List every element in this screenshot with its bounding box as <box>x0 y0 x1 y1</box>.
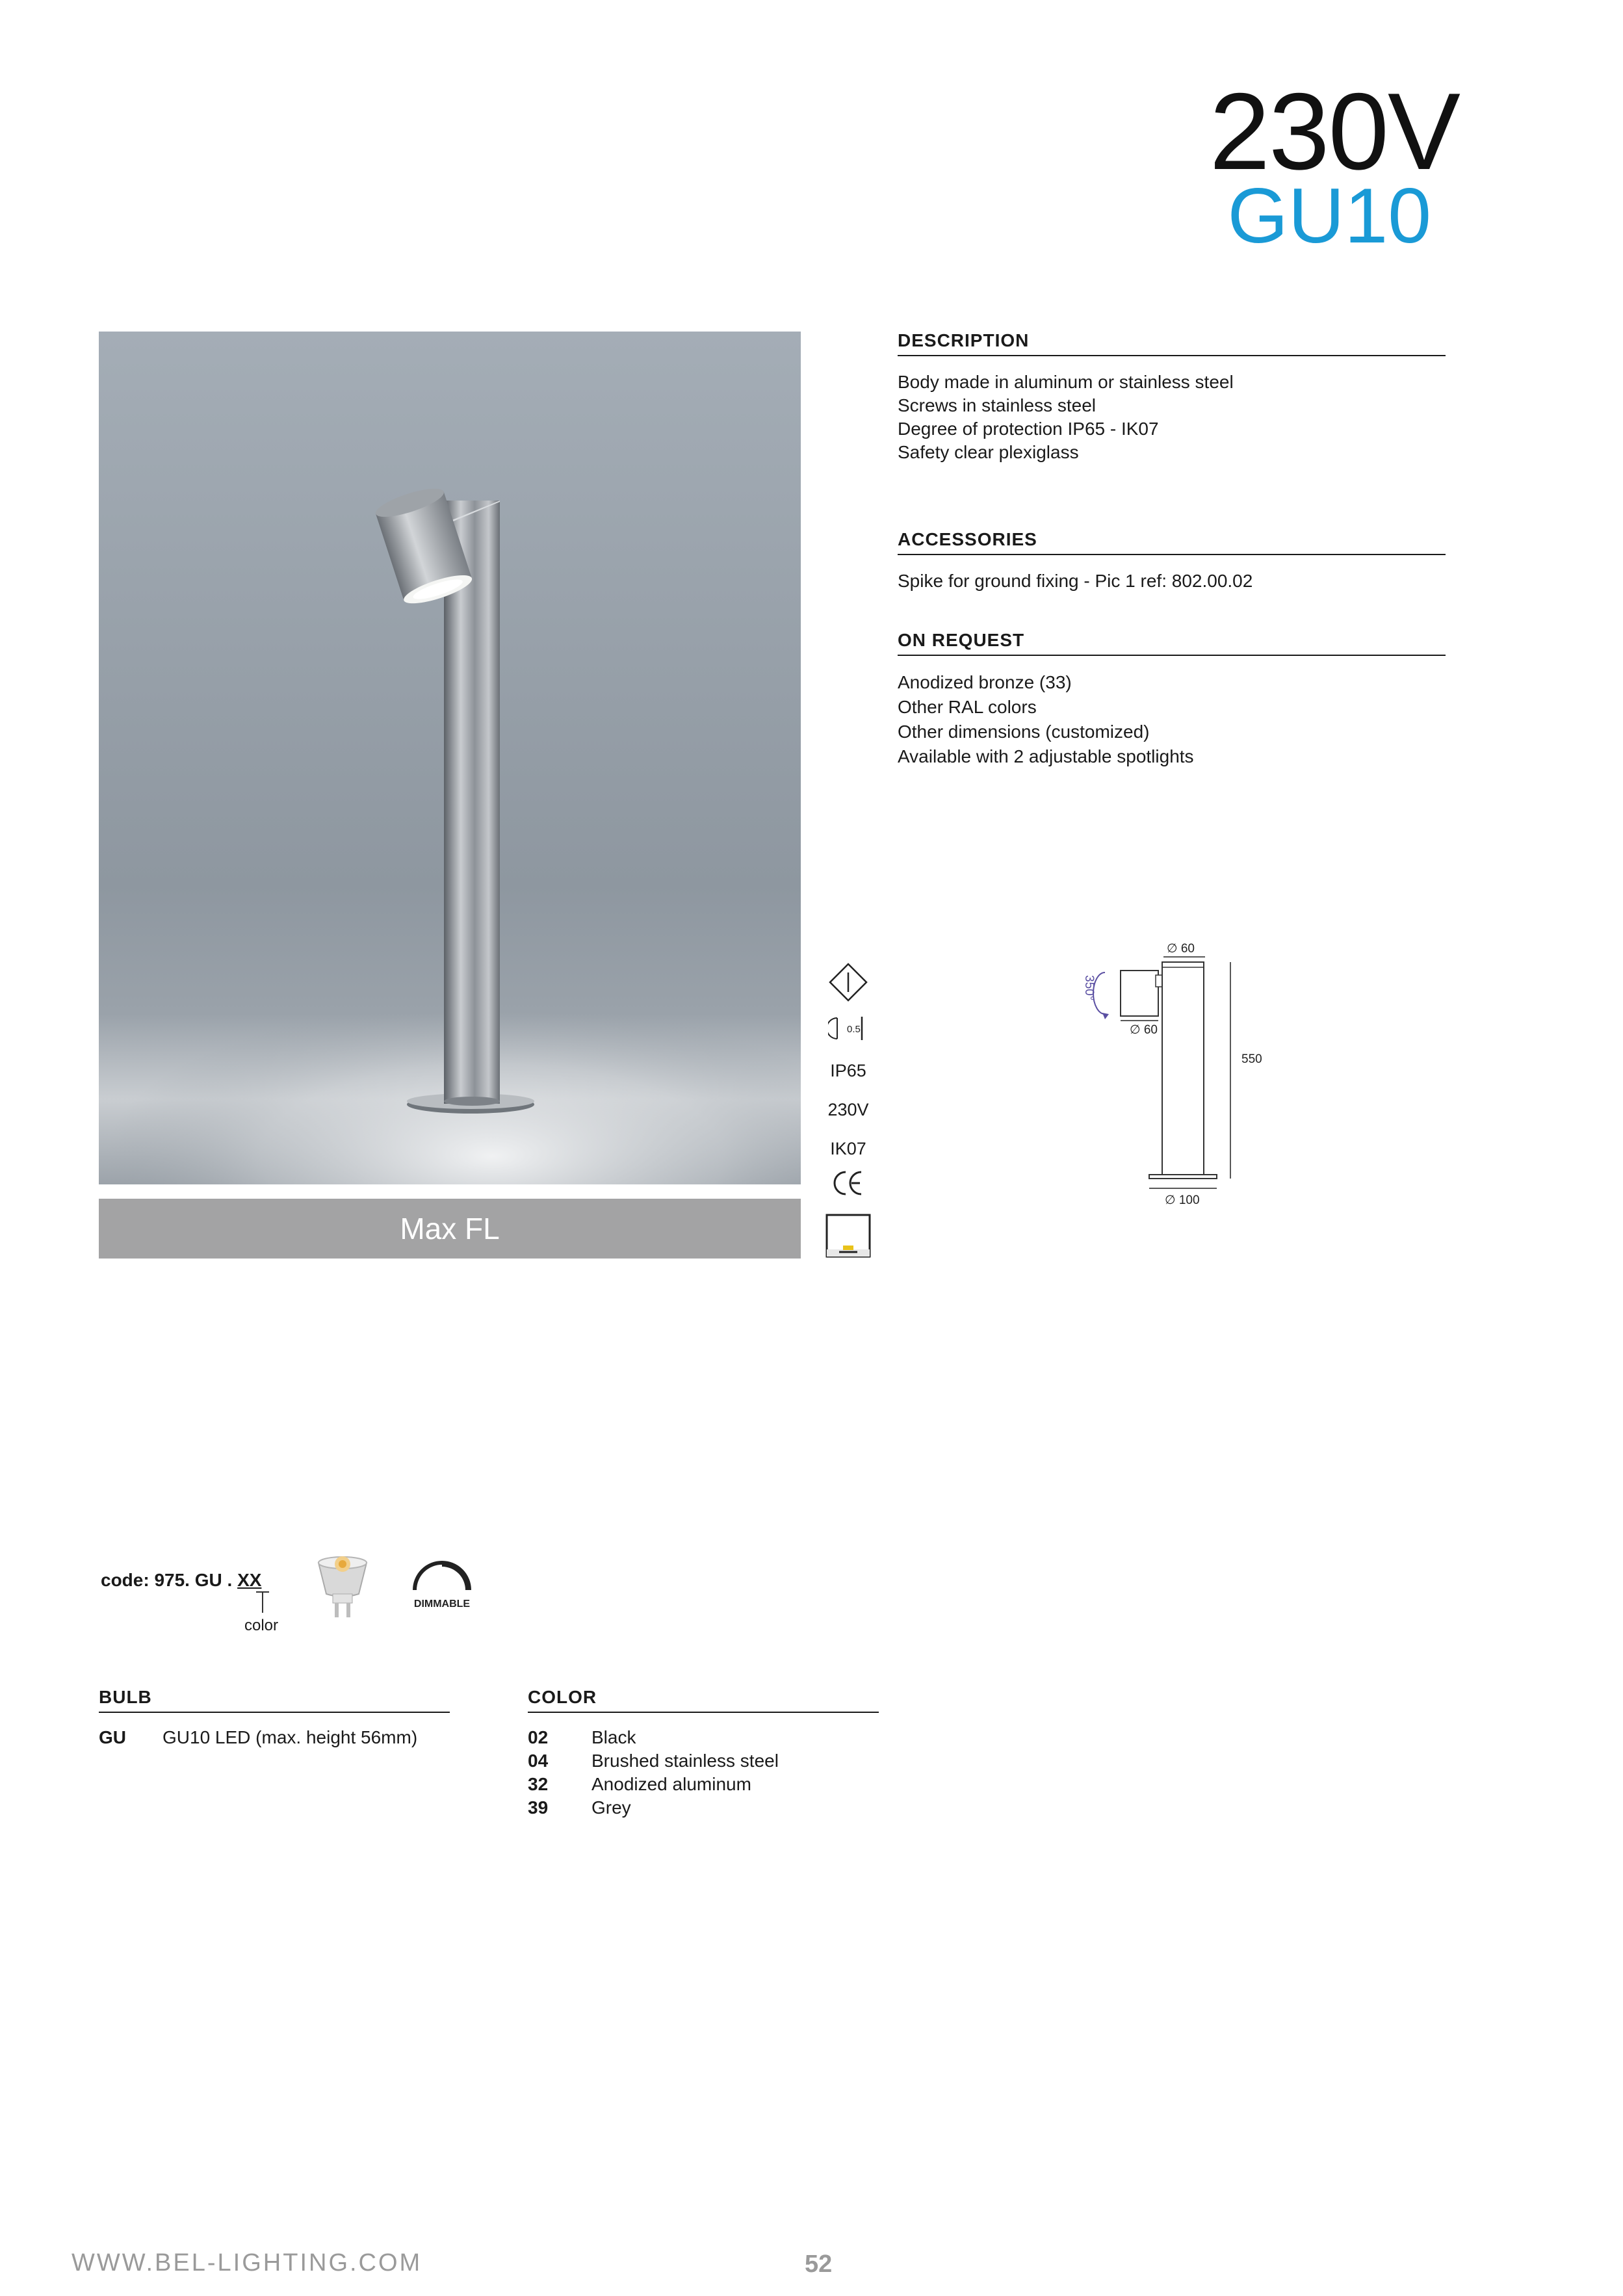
description-title: DESCRIPTION <box>898 330 1446 356</box>
bulb-row <box>99 1726 450 1749</box>
accessories-section <box>898 529 1446 593</box>
min-distance-value: 0.5 <box>847 1024 861 1035</box>
description-line: Screws in stainless steel <box>898 395 1097 415</box>
ip-rating: IP65 <box>830 1061 866 1080</box>
description-section <box>898 330 1446 464</box>
accessories-line: Spike for ground fixing - Pic 1 ref: 802.00.02 <box>898 571 1253 591</box>
product-code-prefix: code: 975. GU . <box>101 1570 238 1590</box>
product-code <box>101 1570 261 1591</box>
color-title: COLOR <box>528 1687 879 1713</box>
description-line: Degree of protection IP65 - IK07 <box>898 419 1159 439</box>
ik-rating: IK07 <box>830 1139 866 1158</box>
head-diameter-label: ∅ 60 <box>1130 1023 1158 1037</box>
color-code: 02 <box>528 1727 549 1747</box>
bulb-label: GU10 LED (max. height 56mm) <box>162 1727 418 1747</box>
product-photo <box>99 332 801 1184</box>
bulb-code: GU <box>99 1727 126 1747</box>
voltage-rating: 230V <box>827 1100 869 1119</box>
color-row <box>528 1796 879 1820</box>
product-code-variable: XX <box>237 1570 262 1590</box>
description-line: Body made in aluminum or stainless steel <box>898 372 1234 392</box>
on-request-title: ON REQUEST <box>898 630 1446 656</box>
product-name: Max FL <box>400 1212 500 1246</box>
bulb-title: BULB <box>99 1687 450 1713</box>
voltage-title: 230V <box>1209 70 1459 192</box>
base-diameter-label: ∅ 100 <box>1165 1194 1200 1207</box>
socket-title: GU10 <box>1227 172 1431 259</box>
color-label: Grey <box>591 1797 631 1818</box>
color-row <box>528 1726 879 1749</box>
minimum-distance-icon <box>820 1014 876 1046</box>
color-label: Black <box>591 1727 636 1747</box>
top-diameter-label: ∅ 60 <box>1167 942 1195 956</box>
code-color-label: color <box>244 1617 279 1634</box>
color-label: Anodized aluminum <box>591 1774 751 1794</box>
product-photo-illustration <box>99 332 801 1184</box>
bulb-table <box>99 1687 450 1749</box>
installation-symbol-icon <box>820 962 876 1006</box>
page-number: 52 <box>805 2250 833 2278</box>
color-code: 39 <box>528 1797 549 1818</box>
accessories-title: ACCESSORIES <box>898 529 1446 555</box>
dimmable-icon <box>403 1558 481 1615</box>
description-line: Safety clear plexiglass <box>898 442 1079 462</box>
product-name-bar <box>99 1199 801 1259</box>
on-request-line: Other RAL colors <box>898 697 1037 717</box>
rotation-label: 350° <box>1082 975 1096 1001</box>
dimmable-label: DIMMABLE <box>413 1598 471 1610</box>
color-row <box>528 1773 879 1796</box>
color-code: 32 <box>528 1774 549 1794</box>
color-label: Brushed stainless steel <box>591 1751 779 1771</box>
footer-website[interactable]: WWW.BEL-LIGHTING.COM <box>71 2249 422 2276</box>
technical-drawing <box>1066 936 1287 1209</box>
on-request-section <box>898 630 1446 769</box>
on-request-line: Anodized bronze (33) <box>898 672 1072 692</box>
height-label: 550 <box>1241 1052 1262 1066</box>
color-code: 04 <box>528 1751 549 1771</box>
on-request-line: Other dimensions (customized) <box>898 722 1150 742</box>
color-table <box>528 1687 879 1820</box>
color-row <box>528 1749 879 1773</box>
ce-mark-icon <box>820 1168 876 1201</box>
code-pointer-line <box>255 1591 270 1614</box>
on-request-line: Available with 2 adjustable spotlights <box>898 746 1194 766</box>
gu10-bulb-icon <box>313 1556 372 1624</box>
ground-light-icon <box>820 1213 876 1262</box>
